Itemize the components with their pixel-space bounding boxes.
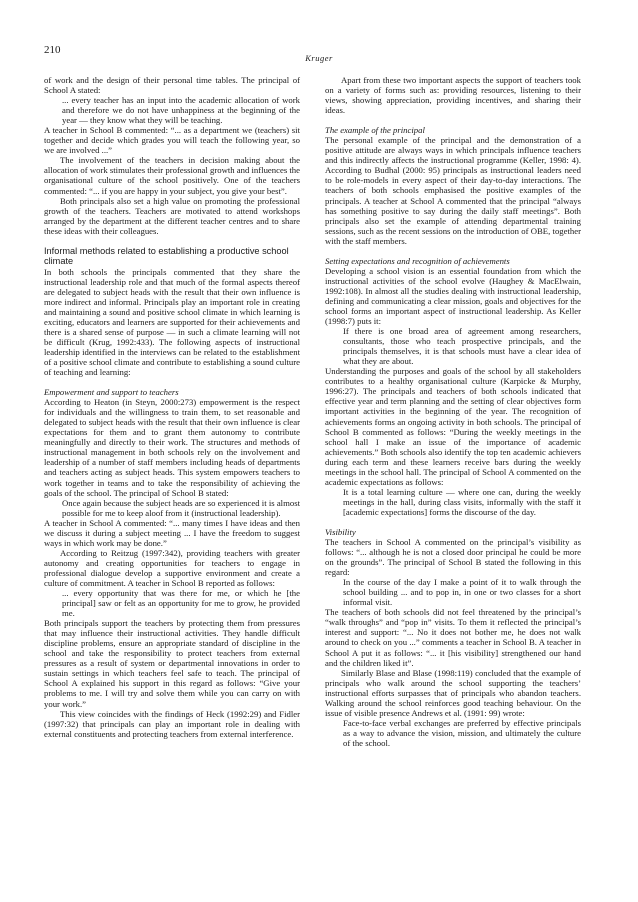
paragraph: Similarly Blase and Blase (1998:119) concluded that the example of principals who walk around the school supporting the teachers’ instructional efforts surpasses that of principals who abandon teachers. Walking around the school reinforces good teaching behaviour. On the issue of visible presence Andrews et al. (1991: 99) wrote:	[325, 667, 581, 718]
subsection-heading: The example of the principal	[325, 125, 425, 136]
subsection-heading: Setting expectations and recognition of achievements	[325, 255, 510, 266]
paragraph: The teachers of both schools did not feel threatened by the principal’s “walk throughs” and “pop in” visits. To them it reflected the principal’s interest and support: “... No it does not bother me, he does not walk around to check on you ...” comments a teacher in School B. A teacher in School A put it as follows: “... it [his visibility] strengthened our hand and the children liked it”.	[325, 607, 581, 668]
paragraph: A teacher in School B commented: “... as a department we (teachers) sit together and decide which grades you will teach the following year, so we are involved ...”	[44, 125, 300, 156]
paragraph: Understanding the purposes and goals of the school by all stakeholders contributes to a healthy organisational culture (Karpicke & Murphy, 1996:27). The principals and teachers of both schools indicated that effective year and term planning and the setting of clear objectives form important activities in the beginning of the year. The recognition of achievements forms an ongoing activity in both schools. The principal of School B commented as follows: “During the weekly meetings in the school hall I make an issue of the importance of academic achievements.” Both schools also identify the top ten academic achievers during each term and these learners receive bars during the weekly meetings in the school hall. The principal of School A commented on the academic expectations as follows:	[325, 366, 581, 487]
paragraph: Developing a school vision is an essential foundation from which the instructional activities of the school evolve (Haughey & MacElwain, 1992:108). In almost all the studies dealing with instructional leadership, defining and communicating a clear mission, goals and objectives for the school forms an important aspect of instructional leadership. As Keller (1998:7) puts it:	[325, 265, 581, 327]
paragraph: of work and the design of their personal time tables. The principal of School A stated:	[44, 75, 300, 96]
block-quote: It is a total learning culture — where one can, during the weekly meetings in the hall, during class visits, informally with the staff it [academic expectations] forms the discourse of the day.	[343, 486, 581, 517]
paragraph: Both principals support the teachers by protecting them from pressures that may influence their instructional activities. They handle difficult discipline problems, ensure an appropriate standard of discipline in the school and take the responsibility to protect teachers from external pressures as a result of system or departmental innovations in order to sustain settings in which teachers feel safe to teach. The principal of School A explained his support in this regard as follows: “Give your problems to me. I will try and solve them while you can carry on with your work.”	[44, 618, 300, 709]
subsection-heading: Visibility	[325, 526, 356, 537]
block-quote: In the course of the day I make a point of it to walk through the school building ... and to pop in, in one or two classes for a short informal visit.	[343, 577, 581, 608]
block-quote: Once again because the subject heads are so experienced it is almost possible for me to keep aloof from it (instructional leadership).	[62, 497, 300, 518]
right-column	[325, 75, 581, 748]
block-quote: ... every opportunity that was there for me, or which he [the principal] saw or felt as an opportunity for me to grow, he provided me.	[62, 588, 300, 619]
section-heading: Informal methods related to establishing a productive school climate	[44, 245, 289, 267]
block-quote: ... every teacher has an input into the academic allocation of work and therefore we do not have unhappiness at the beginning of the year — they know what they will be teaching.	[62, 95, 300, 126]
block-quote: If there is one broad area of agreement among researchers, consultants, those who teach prospective principals, and the principals themselves, it is that schools must have a clear idea of what they are about.	[343, 326, 581, 367]
paragraph: The teachers in School A commented on the principal’s visibility as follows: “... although he is not a closed door principal he could be more on the grounds”. The principal of School B stated the following in this regard:	[325, 537, 581, 578]
paragraph: This view coincides with the findings of Heck (1992:29) and Fidler (1997:32) that principals can play an important role in dealing with external constituents and protecting teachers from external interference.	[44, 708, 300, 739]
paragraph: A teacher in School A commented: “... many times I have ideas and then we discuss it during a subject meeting ... I have the freedom to suggest ways in which work may be done.”	[44, 517, 300, 548]
left-column	[44, 75, 300, 739]
block-quote: Face-to-face verbal exchanges are preferred by effective principals as a way to advance the vision, mission, and ultimately the culture of the school.	[343, 717, 581, 748]
paragraph: According to Heaton (in Steyn, 2000:273) empowerment is the respect for individuals and the willingness to train them, to set reasonable and delegated to subject heads with the result that their own influence is clear expectations for them and to grant them autonomy to contribute meaningfully and directly to their work. The structures and methods of instructional management in both schools rely on the involvement and leadership of a number of staff members including heads of departments and teachers acting as subject heads. This system empowers teachers to work together in teams and to take the responsibility of achieving the goals of the school. The principal of School B stated:	[44, 397, 300, 498]
subsection-heading: Empowerment and support to teachers	[44, 387, 179, 398]
paragraph: In both schools the principals commented that they share the instructional leadership role and that much of the formal aspects thereof are delegated to subject heads with the result that their own influence is more indirect and informal. Principals play an important role in creating and maintaining a sound and positive school climate in which learning is exciting, educators and learners are supported for their achievements and there is a shared sense of purpose — in such a climate learning will not be difficult (Krug, 1992:433). The following aspects of instructional leadership identified in the interviews can be related to the establishment of a positive school climate and contribute to establishing a sound culture of teaching and learning:	[44, 266, 300, 378]
paragraph: The personal example of the principal and the demonstration of a positive attitude are always ways in which principals influence teachers and this indirectly affects the instructional programme (Keller, 1998: 4). According to Budhal (2000: 95) principals as instructional leaders need to be role-models in every aspect of their day-to-day interactions. The teachers of both schools emphasised the positive examples of the principals. A teacher at School A commented that the principal “always has something positive to say during the daily staff meetings”. Both principals also set the example of attending departmental training sessions, such as the recent sessions on the introduction of OBE, together with the staff members.	[325, 135, 581, 246]
paragraph: The involvement of the teachers in decision making about the allocation of work stimulates their professional growth and influences the organisational culture of the school positively. One of the teachers commented: “... if you are happy in your subject, you give your best”.	[44, 155, 300, 196]
running-head: Kruger	[305, 53, 333, 63]
paragraph: Both principals also set a high value on promoting the professional growth of the teachers. Teachers are motivated to attend workshops arranged by the department at the different teacher centres and to share these ideas with their colleagues.	[44, 195, 300, 236]
paragraph: According to Reitzug (1997:342), providing teachers with greater autonomy and creating opportunities for teachers to engage in professional dialogue develop a supportive environment and create a culture of commitment. A teacher in School B reported as follows:	[44, 547, 300, 588]
page-number: 210	[44, 44, 61, 56]
paragraph: Apart from these two important aspects the support of teachers took on a variety of forms such as: providing resources, listening to their views, showing appreciation, providing incentives, and sharing their ideas.	[325, 75, 581, 116]
